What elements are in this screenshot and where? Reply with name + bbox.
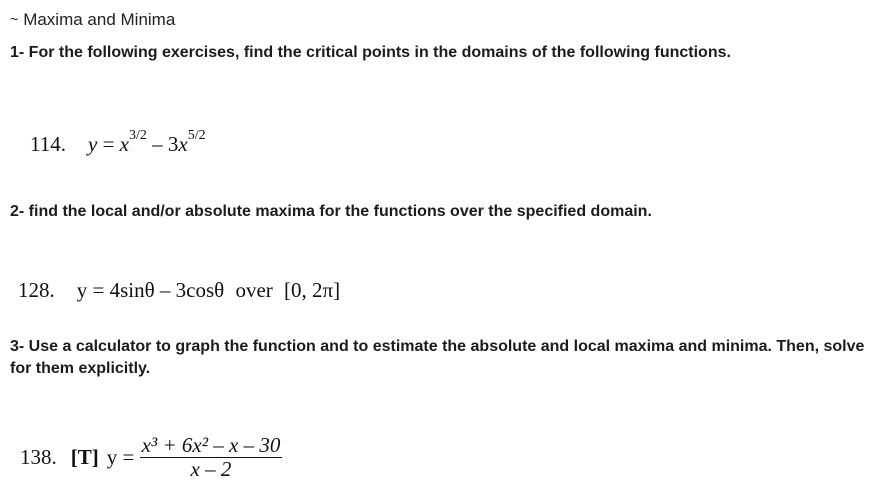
instruction-3: 3- Use a calculator to graph the function and to estimate the absolute and local maxima and minima. Then, solve for them explicitly. xyxy=(10,338,865,377)
section-header[interactable] xyxy=(10,10,175,30)
domain-interval: [0, 2π] xyxy=(284,278,341,302)
exercise-114 xyxy=(30,128,206,157)
fraction-denominator: x – 2 xyxy=(190,457,232,481)
term2-exponent: 5/2 xyxy=(187,128,206,143)
instruction-2: 2- find the local and/or absolute maxima for the functions over the specified domain. xyxy=(10,203,652,220)
exercise-number: 128. xyxy=(18,278,55,302)
term1-base: x xyxy=(119,132,129,156)
exercise-number: 114. xyxy=(30,132,66,156)
term2-coefficient: 3 xyxy=(167,132,179,156)
exercise-138 xyxy=(20,433,282,482)
instruction-1: 1- For the following exercises, find the critical points in the domains of the following functions. xyxy=(10,44,731,61)
calculator-tag: [T] xyxy=(70,444,99,469)
collapse-toggle-icon[interactable]: ~ xyxy=(10,11,19,27)
fraction xyxy=(140,434,283,480)
minus-sign: – xyxy=(146,132,168,156)
exercise-lhs: y = xyxy=(106,444,140,469)
section-title: Maxima and Minima xyxy=(23,10,176,29)
equals-sign: = xyxy=(97,132,120,156)
exercise-lhs: y xyxy=(87,132,98,156)
exercise-expression: y = 4sinθ – 3cosθ xyxy=(76,278,225,302)
exercise-number: 138. xyxy=(20,444,57,469)
exercise-128 xyxy=(18,278,340,303)
term2-base: x xyxy=(178,132,188,156)
term1-exponent: 3/2 xyxy=(128,128,147,143)
fraction-numerator: x³ + 6x² – x – 30 xyxy=(141,433,281,457)
over-word: over xyxy=(235,278,273,302)
